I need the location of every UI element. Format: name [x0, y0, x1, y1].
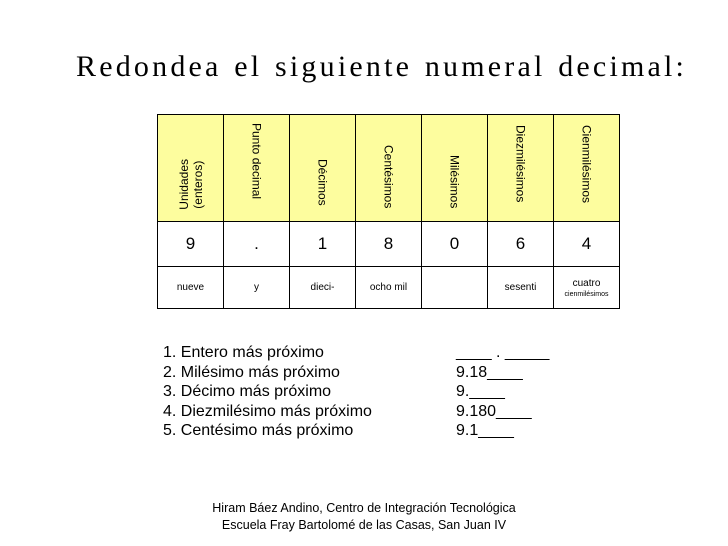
question-text: 3. Décimo más próximo [163, 383, 332, 400]
question-answer-blank: 9.180____ [456, 402, 532, 420]
question-text: 2. Milésimo más próximo [163, 363, 340, 381]
footer-credits [0, 500, 728, 534]
footer-author-line: Hiram Báez Andino, Centro de Integración Tecnológica [212, 501, 516, 515]
digit-cell: 1 [290, 222, 356, 267]
header-punto-decimal-label: Punto decimal [249, 123, 264, 200]
question-answer-blank: 9.1____ [456, 422, 514, 439]
question-answer-blank: ____ . _____ [456, 344, 550, 361]
question-text: 5. Centésimo más próximo [163, 422, 354, 439]
digit-cell: 4 [554, 222, 620, 267]
place-value-header-row [158, 115, 620, 222]
digit-cell: . [224, 222, 290, 267]
footer-school-line: Escuela Fray Bartolomé de las Casas, San Juan IV [221, 518, 507, 532]
header-cienmilesimos [554, 115, 620, 222]
word-cell: sesenti [488, 267, 554, 309]
word-cell: ocho mil [356, 267, 422, 309]
header-milesimos-label: Milésimos [447, 155, 462, 209]
digit-cell: 9 [158, 222, 224, 267]
slide-title: Redondea el siguiente numeral decimal: [76, 50, 688, 83]
word-cienmilesimos: cienmilésimos [564, 290, 609, 298]
header-milesimos [422, 115, 488, 222]
question-answer-blank: 9.18____ [456, 363, 523, 381]
header-decimos [290, 115, 356, 222]
header-centesimos-label: Centésimos [381, 145, 396, 209]
header-decimos-label: Décimos [315, 159, 330, 206]
word-cell [422, 267, 488, 309]
header-cienmilesimos-label: Cienmilésimos [579, 125, 594, 204]
header-punto-decimal [224, 115, 290, 222]
question-row [163, 363, 549, 383]
word-cuatro: cuatro [572, 277, 601, 289]
words-row [158, 267, 620, 309]
digits-row [158, 222, 620, 267]
question-list [163, 343, 549, 441]
header-unidades-line2: (enteros) [190, 160, 205, 209]
question-row [163, 402, 549, 422]
header-diezmilesimos-label: Diezmilésimos [513, 125, 528, 203]
word-cell: nueve [158, 267, 224, 309]
digit-cell: 8 [356, 222, 422, 267]
digit-cell: 0 [422, 222, 488, 267]
word-cell: dieci- [290, 267, 356, 309]
digit-cell: 6 [488, 222, 554, 267]
word-cell-last [554, 267, 620, 309]
header-unidades [158, 115, 224, 222]
question-text: 1. Entero más próximo [163, 344, 324, 361]
place-value-table [157, 114, 620, 309]
question-row [163, 343, 549, 363]
header-centesimos [356, 115, 422, 222]
header-unidades-line1: Unidades [176, 159, 191, 210]
question-row [163, 382, 549, 402]
header-diezmilesimos [488, 115, 554, 222]
question-answer-blank: 9.____ [456, 383, 505, 400]
word-cell: y [224, 267, 290, 309]
question-text: 4. Diezmilésimo más próximo [163, 402, 372, 420]
question-row [163, 421, 549, 441]
